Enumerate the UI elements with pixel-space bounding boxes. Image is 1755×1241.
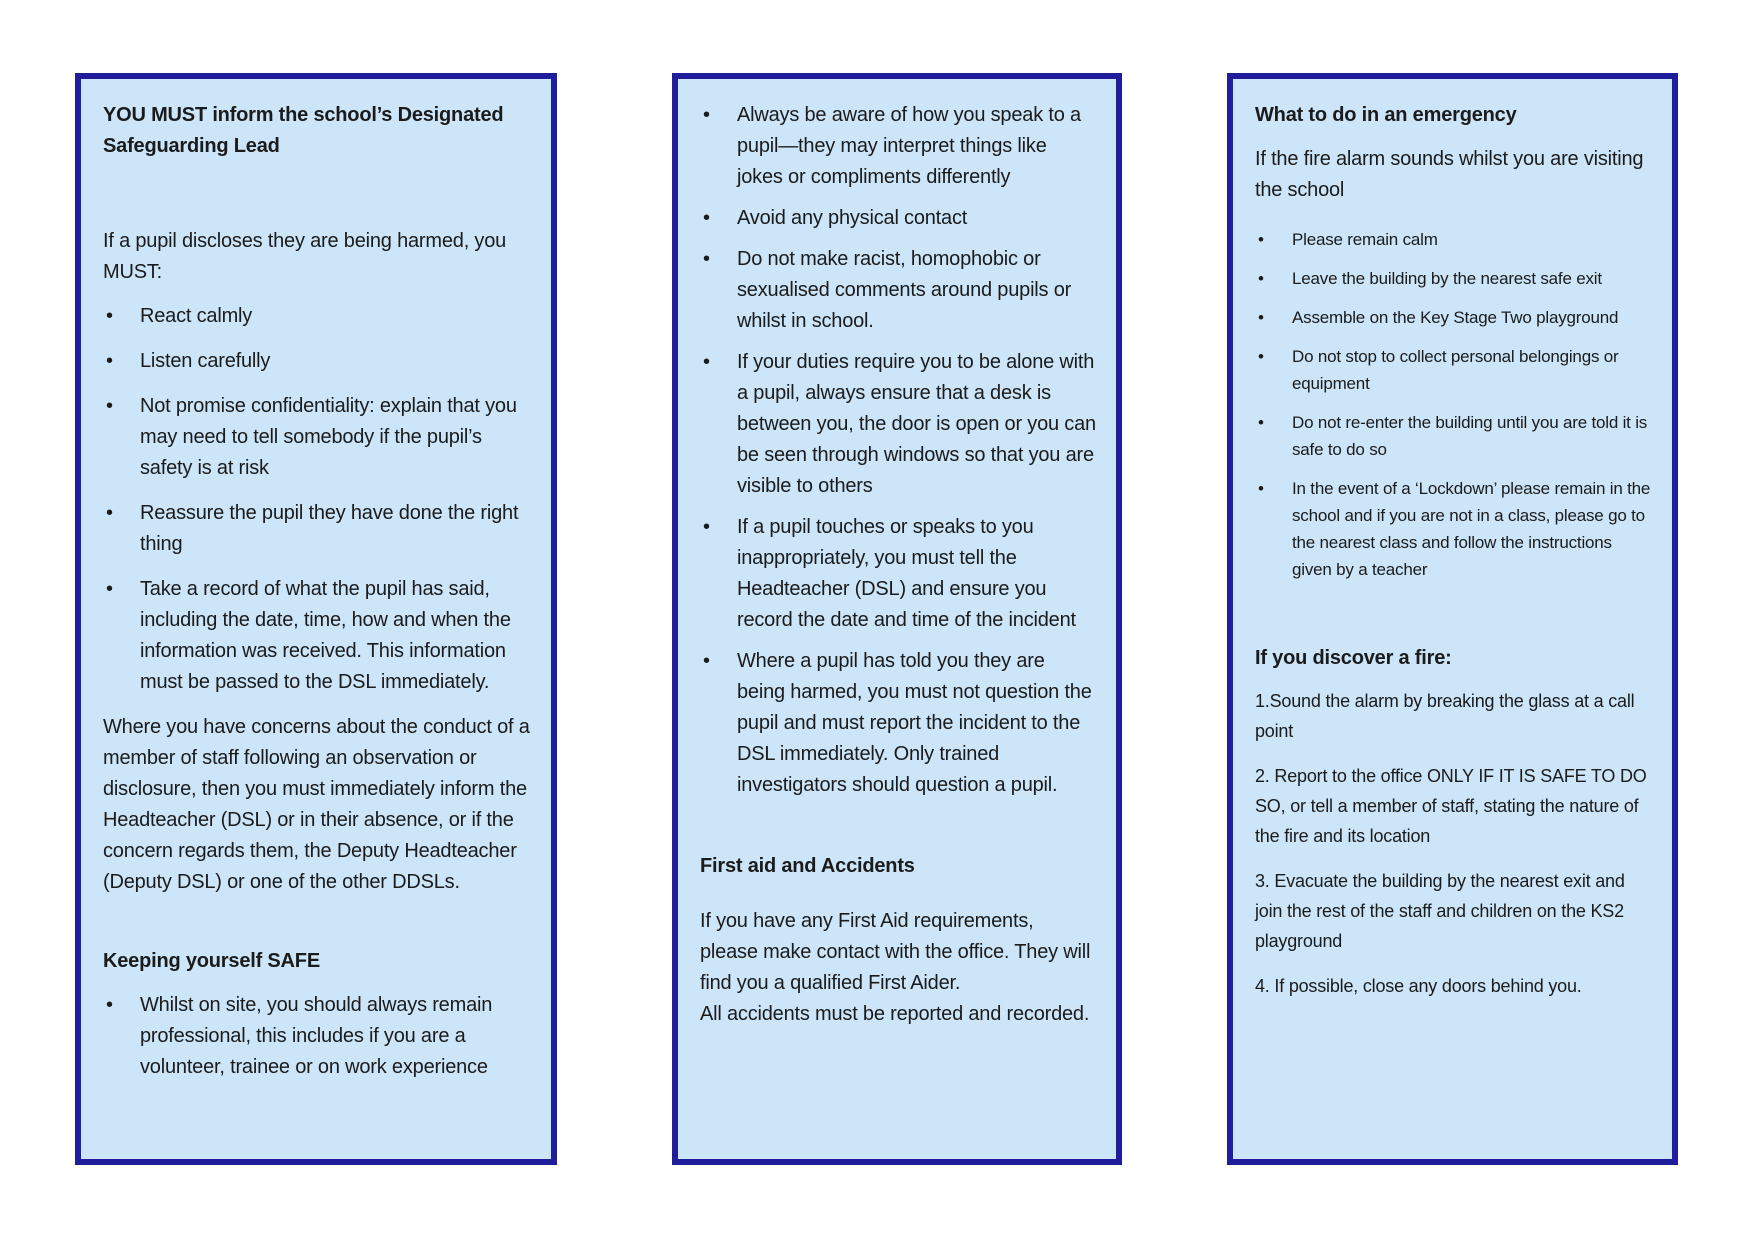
list-item-text: Avoid any physical contact xyxy=(737,207,968,229)
list-item-text: Reassure the pupil they have done the right thing xyxy=(140,502,519,555)
list-item xyxy=(700,244,1096,337)
list-item xyxy=(700,512,1096,636)
list-item xyxy=(1255,265,1652,292)
bullet-icon: • xyxy=(703,516,710,538)
fire-step-1: 1.Sound the alarm by breaking the glass at a call point xyxy=(1255,691,1635,741)
list-item xyxy=(700,646,1096,801)
list-item xyxy=(103,301,531,332)
list-item-text: Whilst on site, you should always remain professional, this includes if you are a volunteer, trainee or on work experience xyxy=(140,994,493,1078)
panel-conduct-first-aid xyxy=(672,73,1122,1165)
bullet-icon: • xyxy=(703,351,710,373)
list-disclosure-actions xyxy=(103,301,531,698)
paragraph-disclosure-intro: If a pupil discloses they are being harmed, you MUST: xyxy=(103,230,507,283)
list-item-text: Do not stop to collect personal belongings or equipment xyxy=(1292,347,1619,393)
list-item xyxy=(103,391,531,484)
list-fire-alarm-actions xyxy=(1255,226,1652,583)
paragraph-staff-conduct: Where you have concerns about the conduct of a member of staff following an observation or disclosure, then you must immediately inform the Headteacher (DSL) or in their absence, or if the concern regards them, the Deputy Headteacher (Deputy DSL) or one of the other DDSLs. xyxy=(103,716,530,893)
paragraph-fire-alarm-intro: If the fire alarm sounds whilst you are visiting the school xyxy=(1255,148,1644,201)
bullet-icon: • xyxy=(1258,230,1264,249)
list-item xyxy=(103,990,531,1083)
bullet-icon: • xyxy=(1258,308,1264,327)
bullet-icon: • xyxy=(1258,347,1264,366)
list-item-text: Where a pupil has told you they are being harmed, you must not question the pupil and must report the incident to the DSL immediately. Only trained investigators should question a pupil. xyxy=(737,650,1092,796)
list-item xyxy=(700,100,1096,193)
bullet-icon: • xyxy=(106,994,113,1016)
bullet-icon: • xyxy=(106,305,113,327)
list-item-text: React calmly xyxy=(140,305,253,327)
bullet-icon: • xyxy=(703,650,710,672)
list-item xyxy=(1255,226,1652,253)
list-item-text: Not promise confidentiality: explain that you may need to tell somebody if the pupil’s safety is at risk xyxy=(140,395,517,479)
heading-discover-fire: If you discover a fire: xyxy=(1255,647,1452,669)
list-item-text: Always be aware of how you speak to a pupil—they may interpret things like jokes or compliments differently xyxy=(737,104,1081,188)
heading-keeping-safe: Keeping yourself SAFE xyxy=(103,950,320,972)
list-keeping-safe xyxy=(103,990,531,1083)
fire-step-2: 2. Report to the office ONLY IF IT IS SAFE TO DO SO, or tell a member of staff, stating the nature of the fire and its location xyxy=(1255,766,1647,846)
bullet-icon: • xyxy=(106,395,113,417)
list-item-text: Do not re-enter the building until you are told it is safe to do so xyxy=(1292,413,1648,459)
paragraph-accidents: All accidents must be reported and recorded. xyxy=(700,1003,1090,1025)
list-item xyxy=(103,574,531,698)
bullet-icon: • xyxy=(1258,413,1264,432)
fire-step-3: 3. Evacuate the building by the nearest exit and join the rest of the staff and children on the KS2 playground xyxy=(1255,871,1625,951)
list-item-text: Listen carefully xyxy=(140,350,271,372)
bullet-icon: • xyxy=(703,207,710,229)
list-item-text: Take a record of what the pupil has said, including the date, time, how and when the information was received. This information must be passed to the DSL immediately. xyxy=(140,578,511,693)
fire-step-4: 4. If possible, close any doors behind you. xyxy=(1255,976,1582,996)
bullet-icon: • xyxy=(106,350,113,372)
bullet-icon: • xyxy=(703,104,710,126)
list-item-text: If your duties require you to be alone with a pupil, always ensure that a desk is between you, the door is open or you can be seen through windows so that you are visible to others xyxy=(737,351,1096,497)
list-item-text: If a pupil touches or speaks to you inappropriately, you must tell the Headteacher (DSL) and ensure you record the date and time of the incident xyxy=(737,516,1076,631)
list-item-text: Leave the building by the nearest safe exit xyxy=(1292,269,1602,288)
bullet-icon: • xyxy=(1258,269,1264,288)
list-item xyxy=(103,346,531,377)
list-item xyxy=(103,498,531,560)
paragraph-first-aid: If you have any First Aid requirements, please make contact with the office. They will find you a qualified First Aider. xyxy=(700,910,1091,994)
heading-inform-dsl: YOU MUST inform the school’s Designated Safeguarding Lead xyxy=(103,104,504,157)
list-item xyxy=(1255,304,1652,331)
list-item-text: Please remain calm xyxy=(1292,230,1438,249)
heading-emergency: What to do in an emergency xyxy=(1255,104,1517,126)
list-item xyxy=(700,203,1096,234)
panel-emergency xyxy=(1227,73,1678,1165)
list-item-text: Do not make racist, homophobic or sexualised comments around pupils or whilst in school. xyxy=(737,248,1072,332)
panel-safeguarding xyxy=(75,73,557,1165)
bullet-icon: • xyxy=(1258,479,1264,498)
list-item xyxy=(1255,409,1652,463)
list-item xyxy=(1255,475,1652,583)
list-item xyxy=(1255,343,1652,397)
list-item-text: In the event of a ‘Lockdown’ please remain in the school and if you are not in a class, please go to the nearest class and follow the instructions given by a teacher xyxy=(1292,479,1651,579)
bullet-icon: • xyxy=(703,248,710,270)
bullet-icon: • xyxy=(106,502,113,524)
list-item xyxy=(700,347,1096,502)
bullet-icon: • xyxy=(106,578,113,600)
heading-first-aid: First aid and Accidents xyxy=(700,855,915,877)
list-conduct-rules xyxy=(700,100,1096,801)
list-item-text: Assemble on the Key Stage Two playground xyxy=(1292,308,1619,327)
